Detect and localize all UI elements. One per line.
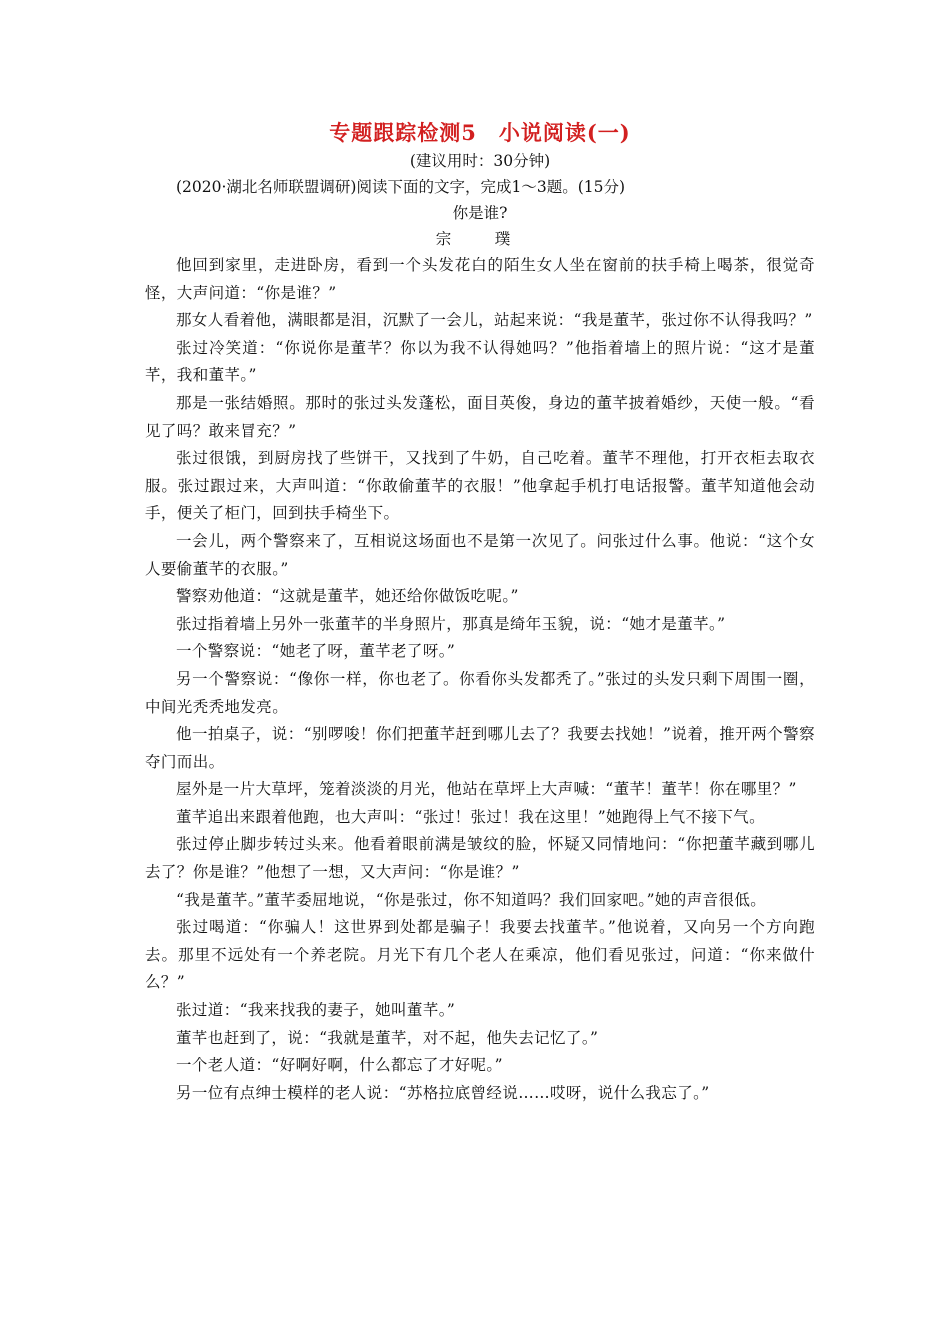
- story-author: 宗 璞: [435, 230, 525, 248]
- document-page: [145, 118, 815, 1107]
- story-paragraph: 警察劝他道：“这就是董芊，她还给你做饭吃呢。”: [176, 587, 519, 606]
- story-paragraph: 一个警察说：“她老了呀，董芊老了呀。”: [176, 642, 456, 661]
- story-paragraph: 张过道：“我来找我的妻子，她叫董芊。”: [176, 1001, 456, 1020]
- story-paragraph: 董芊追出来跟着他跑，也大声叫：“张过！张过！我在这里！”她跑得上气不接下气。: [176, 807, 766, 826]
- story-paragraph: 一会儿，两个警察来了，互相说这场面也不是第一次见了。问张过什么事。他说：“这个女人要偷董芊的衣服。”: [145, 531, 815, 578]
- story-paragraph: “我是董芊。”董芊委屈地说，“你是张过，你不知道吗？我们回家吧。”她的声音很低。: [176, 890, 767, 909]
- story-paragraph: 另一个警察说：“像你一样，你也老了。你看你头发都秃了。”张过的头发只剩下周围一圈，中间光秃秃地发亮。: [145, 669, 815, 716]
- story-paragraph: 张过冷笑道：“你说你是董芊？你以为我不认得她吗？”他指着墙上的照片说：“这才是董芊，我和董芊。”: [145, 338, 815, 385]
- story-paragraph: 董芊也赶到了，说：“我就是董芊，对不起，他失去记忆了。”: [176, 1028, 599, 1047]
- story-body: [145, 252, 815, 1107]
- time-note: (建议用时：30分钟): [409, 152, 551, 170]
- story-paragraph: 张过指着墙上另外一张董芊的半身照片，那真是绮年玉貌，说：“她才是董芊。”: [176, 614, 726, 633]
- document-title: 专题跟踪检测5 小说阅读(一): [329, 120, 631, 145]
- story-paragraph: 那是一张结婚照。那时的张过头发蓬松，面目英俊，身边的董芊披着婚纱，天使一般。“看见了吗？敢来冒充？”: [145, 393, 815, 440]
- story-paragraph: 那女人看着他，满眼都是泪，沉默了一会儿，站起来说：“我是董芊，张过你不认得我吗？”: [176, 311, 813, 330]
- story-paragraph: 另一位有点绅士模样的老人说：“苏格拉底曾经说……哎呀，说什么我忘了。”: [176, 1083, 710, 1102]
- source-line: (2020·湖北名师联盟调研)阅读下面的文字，完成1～3题。(15分): [176, 178, 626, 196]
- story-paragraph: 张过很饿，到厨房找了些饼干，又找到了牛奶，自己吃着。董芊不理他，打开衣柜去取衣服。张过跟过来，大声叫道：“你敢偷董芊的衣服！”他拿起手机打电话报警。董芊知道他会动手，便关了柜门，回到扶手椅坐下。: [145, 449, 815, 523]
- story-paragraph: 他回到家里，走进卧房，看到一个头发花白的陌生女人坐在窗前的扶手椅上喝茶，很觉奇怪，大声问道：“你是谁？”: [145, 256, 815, 302]
- story-title: 你是谁?: [452, 204, 508, 222]
- story-paragraph: 他一拍桌子，说：“别啰唆！你们把董芊赶到哪儿去了？我要去找她！”说着，推开两个警察夺门而出。: [145, 725, 815, 771]
- story-paragraph: 张过喝道：“你骗人！这世界到处都是骗子！我要去找董芊。”他说着，又向另一个方向跑去。那里不远处有一个养老院。月光下有几个老人在乘凉，他们看见张过，问道：“你来做什么？”: [145, 918, 815, 992]
- story-paragraph: 一个老人道：“好啊好啊，什么都忘了才好呢。”: [176, 1056, 503, 1075]
- story-paragraph: 张过停止脚步转过头来。他看着眼前满是皱纹的脸，怀疑又同情地问：“你把董芊藏到哪儿去了？你是谁？”他想了一想，又大声问：“你是谁？”: [145, 835, 815, 882]
- story-paragraph: 屋外是一片大草坪，笼着淡淡的月光，他站在草坪上大声喊：“董芊！董芊！你在哪里？”: [176, 780, 797, 799]
